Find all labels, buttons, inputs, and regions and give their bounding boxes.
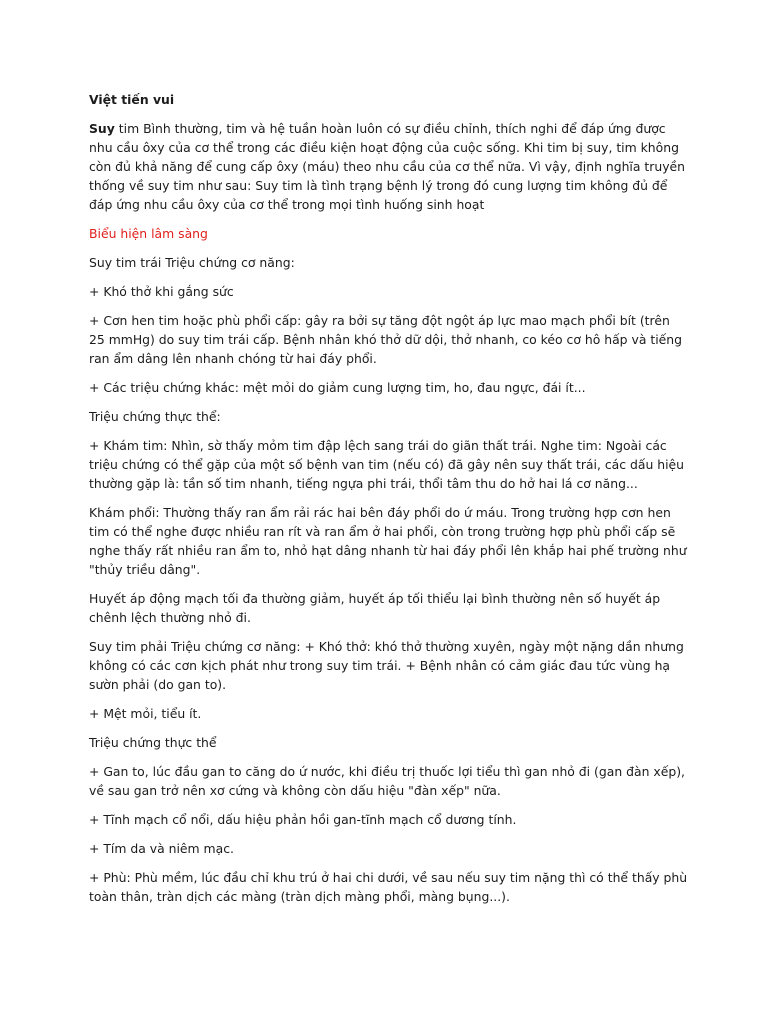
paragraph-hepatomegaly: + Gan to, lúc đầu gan to căng do ứ nước, khi điều trị thuốc lợi tiểu thì gan nhỏ đi (gan đàn xếp), về sau gan trở nên xơ cứng và không còn dấu hiệu "đàn xếp" nữa. (89, 764, 685, 798)
paragraph-heart-exam: + Khám tim: Nhìn, sờ thấy mỏm tim đập lệch sang trái do giãn thất trái. Nghe tim: Ngoài các triệu chứng có thể gặp của một số bệnh van tim (nếu có) đã gây nên suy thất trái, các dấu hiệu thường gặp là: tần số tim nhanh, tiếng ngựa phi trái, thổi tâm thu do hở hai lá cơ năng... (89, 438, 685, 491)
paragraph-cyanosis: + Tím da và niêm mạc. (89, 841, 234, 856)
intro-lead-word: Suy (89, 121, 115, 136)
intro-text: tim Bình thường, tim và hệ tuần hoàn luôn có sự điều chỉnh, thích nghi để đáp ứng được nhu cầu ôxy của cơ thể trong các điều kiện hoạt động của cuộc sống. Khi tim bị suy, tim không còn đủ khả năng để cung cấp ôxy (máu) theo nhu cầu của cơ thể nữa. Vì vậy, định nghĩa truyền thống về suy tim như sau: Suy tim là tình trạng bệnh lý trong đó cung lượng tim không đủ để đáp ứng nhu cầu ôxy của cơ thể trong mọi tình huống sinh hoạt (89, 121, 686, 212)
document-title: Việt tiến vui (89, 92, 175, 107)
paragraph-jugular-vein: + Tĩnh mạch cổ nổi, dấu hiệu phản hồi gan-tĩnh mạch cổ dương tính. (89, 812, 517, 827)
paragraph-lung-exam: Khám phổi: Thường thấy ran ẩm rải rác hai bên đáy phổi do ứ máu. Trong trường hợp cơn hen tim có thể nghe được nhiều ran rít và ran ẩm ở hai phổi, còn trong trường hợp phù phổi cấp sẽ nghe thấy rất nhiều ran ẩm to, nhỏ hạt dâng nhanh từ hai đáy phổi lên khắp hai phế trường như "thủy triều dâng". (89, 505, 687, 577)
paragraph-cardiac-asthma: + Cơn hen tim hoặc phù phổi cấp: gây ra bởi sự tăng đột ngột áp lực mao mạch phổi bít (trên 25 mmHg) do suy tim trái cấp. Bệnh nhân khó thở dữ dội, thở nhanh, co kéo cơ hô hấp và tiếng ran ẩm dâng lên nhanh chóng từ hai đáy phổi. (89, 313, 682, 366)
document-page (89, 90, 689, 916)
paragraph-edema: + Phù: Phù mềm, lúc đầu chỉ khu trú ở hai chi dưới, về sau nếu suy tim nặng thì có thể thấy phù toàn thân, tràn dịch các màng (tràn dịch màng phổi, màng bụng...). (89, 870, 688, 904)
paragraph-other-symptoms: + Các triệu chứng khác: mệt mỏi do giảm cung lượng tim, ho, đau ngực, đái ít... (89, 380, 586, 395)
paragraph-physical-signs-heading-2: Triệu chứng thực thể (89, 735, 217, 750)
section-heading: Biểu hiện lâm sàng (89, 226, 208, 241)
paragraph-right-heart-functional: Suy tim phải Triệu chứng cơ năng: + Khó thở: khó thở thường xuyên, ngày một nặng dần nhưng không có các cơn kịch phát như trong suy tim trái. + Bệnh nhân có cảm giác đau tức vùng hạ sườn phải (do gan to). (89, 639, 684, 692)
paragraph-fatigue: + Mệt mỏi, tiểu ít. (89, 706, 202, 721)
paragraph-dyspnea-exertion: + Khó thở khi gắng sức (89, 284, 234, 299)
paragraph-physical-signs-heading: Triệu chứng thực thể: (89, 409, 221, 424)
paragraph-left-heart-functional: Suy tim trái Triệu chứng cơ năng: (89, 255, 295, 270)
intro-paragraph (89, 119, 689, 214)
paragraph-blood-pressure: Huyết áp động mạch tối đa thường giảm, huyết áp tối thiểu lại bình thường nên số huyết áp chênh lệch thường nhỏ đi. (89, 591, 661, 625)
